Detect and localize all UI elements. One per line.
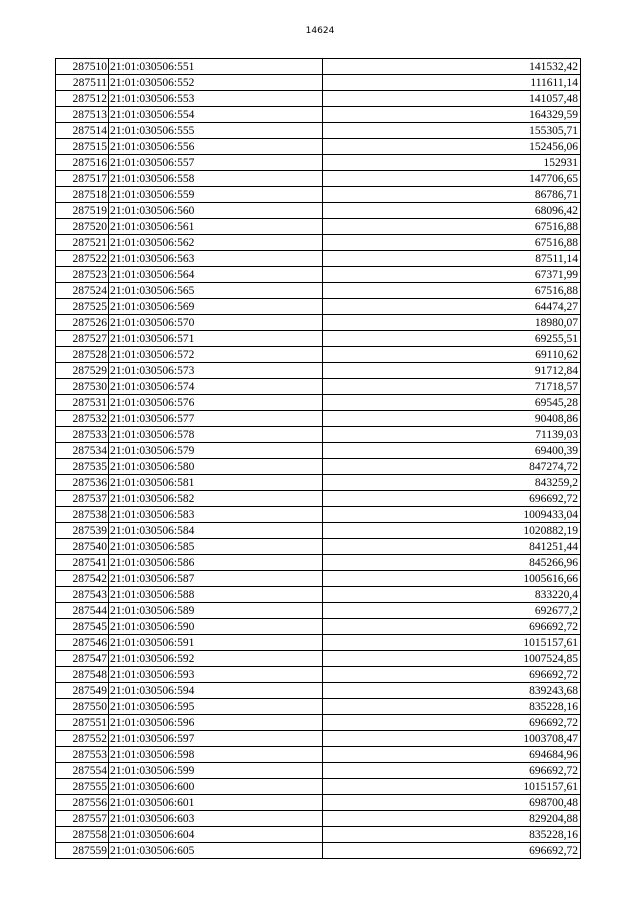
value-cell: 90408,86 bbox=[323, 411, 581, 427]
table-row bbox=[56, 75, 581, 91]
row-number-cell: 287532 bbox=[56, 411, 109, 427]
cadastral-number-cell: 21:01:030506:574 bbox=[109, 379, 323, 395]
row-number-cell: 287513 bbox=[56, 107, 109, 123]
row-number-cell: 287514 bbox=[56, 123, 109, 139]
cadastral-number-cell: 21:01:030506:595 bbox=[109, 699, 323, 715]
page-number: 14624 bbox=[305, 26, 335, 36]
row-number-cell: 287549 bbox=[56, 683, 109, 699]
row-number-cell: 287511 bbox=[56, 75, 109, 91]
table-row bbox=[56, 171, 581, 187]
table-row bbox=[56, 331, 581, 347]
table-row bbox=[56, 443, 581, 459]
value-cell: 1007524,85 bbox=[323, 651, 581, 667]
row-number-cell: 287543 bbox=[56, 587, 109, 603]
cadastral-number-cell: 21:01:030506:551 bbox=[109, 59, 323, 75]
table-row bbox=[56, 715, 581, 731]
table-row bbox=[56, 395, 581, 411]
value-cell: 1003708,47 bbox=[323, 731, 581, 747]
table-row bbox=[56, 379, 581, 395]
cadastral-number-cell: 21:01:030506:594 bbox=[109, 683, 323, 699]
table-row bbox=[56, 827, 581, 843]
table-row bbox=[56, 523, 581, 539]
records-table-body bbox=[56, 59, 581, 859]
table-row bbox=[56, 843, 581, 859]
cadastral-number-cell: 21:01:030506:589 bbox=[109, 603, 323, 619]
value-cell: 152456,06 bbox=[323, 139, 581, 155]
cadastral-number-cell: 21:01:030506:576 bbox=[109, 395, 323, 411]
value-cell: 91712,84 bbox=[323, 363, 581, 379]
value-cell: 841251,44 bbox=[323, 539, 581, 555]
value-cell: 67371,99 bbox=[323, 267, 581, 283]
value-cell: 696692,72 bbox=[323, 715, 581, 731]
row-number-cell: 287533 bbox=[56, 427, 109, 443]
value-cell: 64474,27 bbox=[323, 299, 581, 315]
cadastral-number-cell: 21:01:030506:605 bbox=[109, 843, 323, 859]
cadastral-number-cell: 21:01:030506:580 bbox=[109, 459, 323, 475]
table-row bbox=[56, 427, 581, 443]
value-cell: 1015157,61 bbox=[323, 779, 581, 795]
row-number-cell: 287527 bbox=[56, 331, 109, 347]
cadastral-number-cell: 21:01:030506:554 bbox=[109, 107, 323, 123]
row-number-cell: 287520 bbox=[56, 219, 109, 235]
value-cell: 696692,72 bbox=[323, 491, 581, 507]
table-row bbox=[56, 555, 581, 571]
cadastral-number-cell: 21:01:030506:557 bbox=[109, 155, 323, 171]
value-cell: 839243,68 bbox=[323, 683, 581, 699]
value-cell: 845266,96 bbox=[323, 555, 581, 571]
cadastral-number-cell: 21:01:030506:572 bbox=[109, 347, 323, 363]
value-cell: 696692,72 bbox=[323, 667, 581, 683]
value-cell: 68096,42 bbox=[323, 203, 581, 219]
cadastral-number-cell: 21:01:030506:582 bbox=[109, 491, 323, 507]
cadastral-number-cell: 21:01:030506:579 bbox=[109, 443, 323, 459]
table-row bbox=[56, 619, 581, 635]
value-cell: 18980,07 bbox=[323, 315, 581, 331]
value-cell: 692677,2 bbox=[323, 603, 581, 619]
value-cell: 698700,48 bbox=[323, 795, 581, 811]
table-row bbox=[56, 475, 581, 491]
value-cell: 694684,96 bbox=[323, 747, 581, 763]
value-cell: 71139,03 bbox=[323, 427, 581, 443]
table-row bbox=[56, 811, 581, 827]
cadastral-number-cell: 21:01:030506:552 bbox=[109, 75, 323, 91]
row-number-cell: 287544 bbox=[56, 603, 109, 619]
row-number-cell: 287534 bbox=[56, 443, 109, 459]
row-number-cell: 287545 bbox=[56, 619, 109, 635]
cadastral-number-cell: 21:01:030506:573 bbox=[109, 363, 323, 379]
table-row bbox=[56, 635, 581, 651]
cadastral-number-cell: 21:01:030506:569 bbox=[109, 299, 323, 315]
cadastral-number-cell: 21:01:030506:578 bbox=[109, 427, 323, 443]
value-cell: 69255,51 bbox=[323, 331, 581, 347]
table-row bbox=[56, 459, 581, 475]
table-row bbox=[56, 795, 581, 811]
row-number-cell: 287554 bbox=[56, 763, 109, 779]
value-cell: 111611,14 bbox=[323, 75, 581, 91]
cadastral-number-cell: 21:01:030506:558 bbox=[109, 171, 323, 187]
value-cell: 843259,2 bbox=[323, 475, 581, 491]
value-cell: 835228,16 bbox=[323, 827, 581, 843]
value-cell: 141532,42 bbox=[323, 59, 581, 75]
table-row bbox=[56, 571, 581, 587]
value-cell: 847274,72 bbox=[323, 459, 581, 475]
cadastral-number-cell: 21:01:030506:553 bbox=[109, 91, 323, 107]
table-row bbox=[56, 779, 581, 795]
row-number-cell: 287555 bbox=[56, 779, 109, 795]
cadastral-number-cell: 21:01:030506:571 bbox=[109, 331, 323, 347]
value-cell: 696692,72 bbox=[323, 763, 581, 779]
value-cell: 1005616,66 bbox=[323, 571, 581, 587]
row-number-cell: 287552 bbox=[56, 731, 109, 747]
row-number-cell: 287535 bbox=[56, 459, 109, 475]
cadastral-number-cell: 21:01:030506:598 bbox=[109, 747, 323, 763]
value-cell: 155305,71 bbox=[323, 123, 581, 139]
row-number-cell: 287537 bbox=[56, 491, 109, 507]
row-number-cell: 287516 bbox=[56, 155, 109, 171]
row-number-cell: 287556 bbox=[56, 795, 109, 811]
row-number-cell: 287522 bbox=[56, 251, 109, 267]
value-cell: 71718,57 bbox=[323, 379, 581, 395]
table-row bbox=[56, 731, 581, 747]
value-cell: 141057,48 bbox=[323, 91, 581, 107]
value-cell: 67516,88 bbox=[323, 235, 581, 251]
table-row bbox=[56, 411, 581, 427]
cadastral-number-cell: 21:01:030506:586 bbox=[109, 555, 323, 571]
row-number-cell: 287551 bbox=[56, 715, 109, 731]
cadastral-number-cell: 21:01:030506:585 bbox=[109, 539, 323, 555]
value-cell: 86786,71 bbox=[323, 187, 581, 203]
row-number-cell: 287550 bbox=[56, 699, 109, 715]
row-number-cell: 287539 bbox=[56, 523, 109, 539]
table-row bbox=[56, 747, 581, 763]
value-cell: 1020882,19 bbox=[323, 523, 581, 539]
table-row bbox=[56, 539, 581, 555]
row-number-cell: 287512 bbox=[56, 91, 109, 107]
value-cell: 833220,4 bbox=[323, 587, 581, 603]
table-row bbox=[56, 763, 581, 779]
cadastral-number-cell: 21:01:030506:601 bbox=[109, 795, 323, 811]
row-number-cell: 287531 bbox=[56, 395, 109, 411]
row-number-cell: 287559 bbox=[56, 843, 109, 859]
value-cell: 696692,72 bbox=[323, 619, 581, 635]
value-cell: 67516,88 bbox=[323, 283, 581, 299]
value-cell: 1015157,61 bbox=[323, 635, 581, 651]
cadastral-number-cell: 21:01:030506:584 bbox=[109, 523, 323, 539]
cadastral-number-cell: 21:01:030506:588 bbox=[109, 587, 323, 603]
cadastral-number-cell: 21:01:030506:563 bbox=[109, 251, 323, 267]
cadastral-number-cell: 21:01:030506:590 bbox=[109, 619, 323, 635]
cadastral-number-cell: 21:01:030506:556 bbox=[109, 139, 323, 155]
row-number-cell: 287538 bbox=[56, 507, 109, 523]
row-number-cell: 287529 bbox=[56, 363, 109, 379]
cadastral-number-cell: 21:01:030506:592 bbox=[109, 651, 323, 667]
value-cell: 696692,72 bbox=[323, 843, 581, 859]
table-row bbox=[56, 267, 581, 283]
cadastral-number-cell: 21:01:030506:565 bbox=[109, 283, 323, 299]
row-number-cell: 287525 bbox=[56, 299, 109, 315]
table-row bbox=[56, 699, 581, 715]
table-row bbox=[56, 651, 581, 667]
table-row bbox=[56, 235, 581, 251]
value-cell: 69400,39 bbox=[323, 443, 581, 459]
row-number-cell: 287536 bbox=[56, 475, 109, 491]
table-row bbox=[56, 251, 581, 267]
table-row bbox=[56, 667, 581, 683]
table-row bbox=[56, 155, 581, 171]
row-number-cell: 287540 bbox=[56, 539, 109, 555]
cadastral-number-cell: 21:01:030506:591 bbox=[109, 635, 323, 651]
table-row bbox=[56, 123, 581, 139]
row-number-cell: 287526 bbox=[56, 315, 109, 331]
row-number-cell: 287519 bbox=[56, 203, 109, 219]
row-number-cell: 287523 bbox=[56, 267, 109, 283]
value-cell: 69110,62 bbox=[323, 347, 581, 363]
table-row bbox=[56, 139, 581, 155]
cadastral-number-cell: 21:01:030506:559 bbox=[109, 187, 323, 203]
cadastral-number-cell: 21:01:030506:599 bbox=[109, 763, 323, 779]
value-cell: 87511,14 bbox=[323, 251, 581, 267]
cadastral-number-cell: 21:01:030506:555 bbox=[109, 123, 323, 139]
row-number-cell: 287548 bbox=[56, 667, 109, 683]
row-number-cell: 287517 bbox=[56, 171, 109, 187]
value-cell: 69545,28 bbox=[323, 395, 581, 411]
cadastral-number-cell: 21:01:030506:593 bbox=[109, 667, 323, 683]
value-cell: 152931 bbox=[323, 155, 581, 171]
table-row bbox=[56, 91, 581, 107]
cadastral-number-cell: 21:01:030506:562 bbox=[109, 235, 323, 251]
table-row bbox=[56, 219, 581, 235]
records-table bbox=[55, 58, 581, 859]
table-row bbox=[56, 283, 581, 299]
cadastral-number-cell: 21:01:030506:577 bbox=[109, 411, 323, 427]
table-row bbox=[56, 363, 581, 379]
row-number-cell: 287542 bbox=[56, 571, 109, 587]
value-cell: 67516,88 bbox=[323, 219, 581, 235]
table-row bbox=[56, 347, 581, 363]
cadastral-number-cell: 21:01:030506:587 bbox=[109, 571, 323, 587]
cadastral-number-cell: 21:01:030506:596 bbox=[109, 715, 323, 731]
row-number-cell: 287547 bbox=[56, 651, 109, 667]
row-number-cell: 287541 bbox=[56, 555, 109, 571]
row-number-cell: 287553 bbox=[56, 747, 109, 763]
row-number-cell: 287524 bbox=[56, 283, 109, 299]
table-row bbox=[56, 203, 581, 219]
table-row bbox=[56, 187, 581, 203]
cadastral-number-cell: 21:01:030506:581 bbox=[109, 475, 323, 491]
cadastral-number-cell: 21:01:030506:564 bbox=[109, 267, 323, 283]
value-cell: 835228,16 bbox=[323, 699, 581, 715]
cadastral-number-cell: 21:01:030506:583 bbox=[109, 507, 323, 523]
row-number-cell: 287528 bbox=[56, 347, 109, 363]
table-row bbox=[56, 603, 581, 619]
table-row bbox=[56, 683, 581, 699]
cadastral-number-cell: 21:01:030506:570 bbox=[109, 315, 323, 331]
value-cell: 1009433,04 bbox=[323, 507, 581, 523]
value-cell: 147706,65 bbox=[323, 171, 581, 187]
row-number-cell: 287546 bbox=[56, 635, 109, 651]
table-row bbox=[56, 299, 581, 315]
row-number-cell: 287530 bbox=[56, 379, 109, 395]
row-number-cell: 287518 bbox=[56, 187, 109, 203]
row-number-cell: 287558 bbox=[56, 827, 109, 843]
row-number-cell: 287521 bbox=[56, 235, 109, 251]
cadastral-number-cell: 21:01:030506:603 bbox=[109, 811, 323, 827]
cadastral-number-cell: 21:01:030506:597 bbox=[109, 731, 323, 747]
cadastral-number-cell: 21:01:030506:604 bbox=[109, 827, 323, 843]
table-row bbox=[56, 587, 581, 603]
value-cell: 164329,59 bbox=[323, 107, 581, 123]
value-cell: 829204,88 bbox=[323, 811, 581, 827]
row-number-cell: 287510 bbox=[56, 59, 109, 75]
row-number-cell: 287557 bbox=[56, 811, 109, 827]
cadastral-number-cell: 21:01:030506:561 bbox=[109, 219, 323, 235]
table-row bbox=[56, 107, 581, 123]
cadastral-number-cell: 21:01:030506:560 bbox=[109, 203, 323, 219]
table-row bbox=[56, 491, 581, 507]
table-row bbox=[56, 315, 581, 331]
cadastral-number-cell: 21:01:030506:600 bbox=[109, 779, 323, 795]
table-row bbox=[56, 507, 581, 523]
table-row bbox=[56, 59, 581, 75]
row-number-cell: 287515 bbox=[56, 139, 109, 155]
